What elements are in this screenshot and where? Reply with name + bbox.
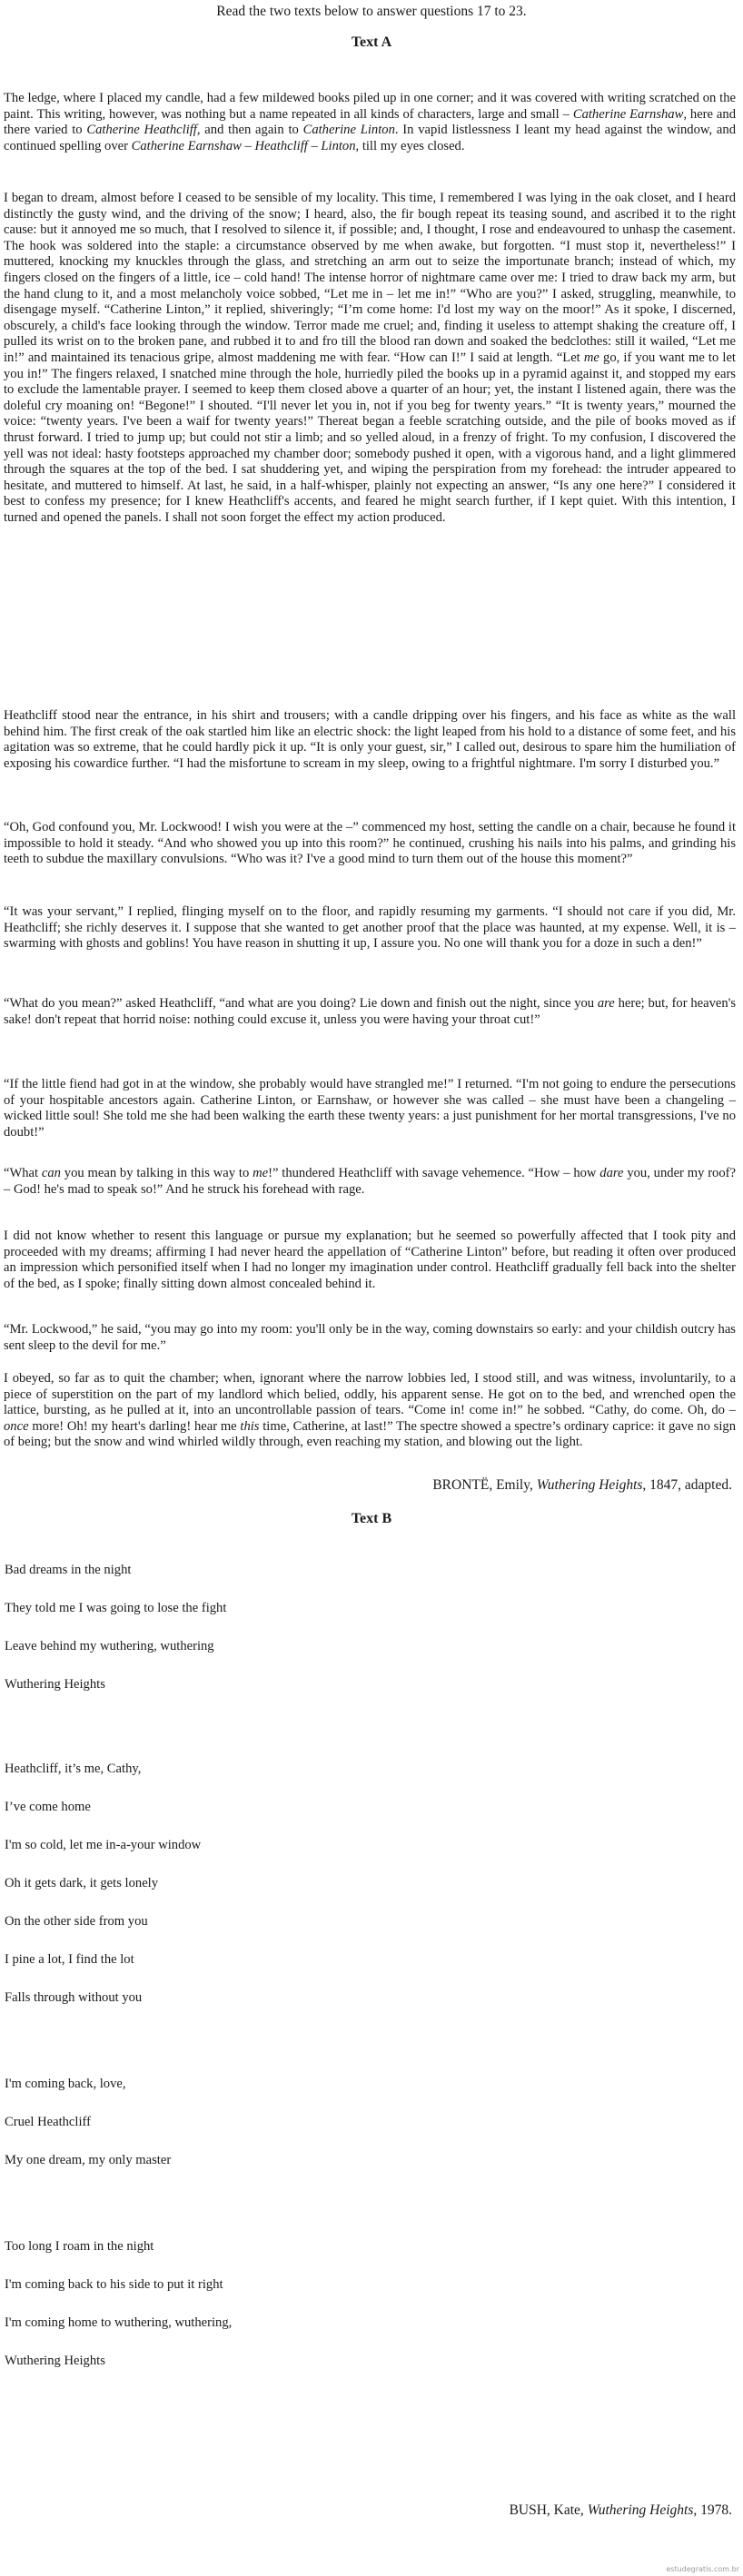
lyric-line: Cruel Heathcliff [5, 2115, 91, 2129]
lyric-line: Leave behind my wuthering, wuthering [5, 1639, 214, 1653]
text-a-paragraph: I did not know whether to resent this language or pursue my explanation; but he seemed so powerfully affected that I took pity and proceeded with my dreams; affirming I had never heard the appellation of “Catherine Linton” before, but reading it often over produced an impression which personified itself when I had no longer my imagination under control. Heathcliff gradually fell back into the shelter of the bed, as I spoke; finally sitting down almost concealed behind it. [4, 1229, 736, 1291]
lyric-line: Heathcliff, it’s me, Cathy, [5, 1762, 142, 1776]
lyric-line: I’ve come home [5, 1800, 91, 1814]
text-a-paragraph: “Mr. Lockwood,” he said, “you may go into my room: you'll only be in the way, coming downstairs so early: and your childish outcry has sent sleep to the devil for me.” [4, 1322, 736, 1353]
text-a-paragraph: “What do you mean?” asked Heathcliff, “and what are you doing? Lie down and finish out the night, since you are here; but, for heaven's sake! don't repeat that horrid noise: nothing could excuse it, unless you were having your throat cut!” [4, 996, 736, 1027]
lyric-line: Falls through without you [5, 1990, 143, 2005]
lyric-line: I'm so cold, let me in-a-your window [5, 1838, 202, 1852]
lyric-line: Too long I roam in the night [5, 2239, 154, 2254]
lyric-line: My one dream, my only master [5, 2153, 172, 2167]
watermark: estudegratis.com.br [666, 2565, 739, 2573]
text-a-paragraph: Heathcliff stood near the entrance, in his shirt and trousers; with a candle dripping over his fingers, and his face as white as the wall behind him. The first creak of the oak startled him like an electric shock: the light leaped from his hold to a distance of some feet, and his agitation was so extreme, that he could hardly pick it up. “It is only your guest, sir,” I called out, desirous to spare him the humiliation of exposing his cowardice further. “I had the misfortune to scream in my sleep, owing to a frightful nightmare. I'm sorry I disturbed you.” [4, 708, 736, 771]
lyric-line: Wuthering Heights [5, 1677, 105, 1692]
lyric-line: I pine a lot, I find the lot [5, 1952, 134, 1967]
text-a-citation: BRONTË, Emily, Wuthering Heights, 1847, adapted. [432, 1477, 732, 1493]
lyric-line: I'm coming back to his side to put it right [5, 2277, 223, 2292]
text-a-paragraph: “Oh, God confound you, Mr. Lockwood! I wish you were at the –” commenced my host, setting the candle on a chair, because he found it impossible to hold it steady. “And who showed you up into this room?” he continued, crushing his nails into his palms, and grinding his teeth to subdue the maxillary convulsions. “Who was it? I've a good mind to turn them out of the house this moment?” [4, 820, 736, 867]
lyric-line: I'm coming home to wuthering, wuthering, [5, 2315, 233, 2330]
lyric-line: They told me I was going to lose the fight [5, 1601, 227, 1615]
text-b-title: Text B [351, 1511, 392, 1526]
text-a-paragraph: “If the little fiend had got in at the window, she probably would have strangled me!” I returned. “I'm not going to endure the persecutions of your hospitable ancestors again. Catherine Linton, or Earnshaw, or however she was called – she must have been a changeling – wicked little soul! She told me she had been walking the earth these twenty years: a just punishment for her mortal transgressions, I've no doubt!” [4, 1077, 736, 1140]
lyric-line: Wuthering Heights [5, 2354, 105, 2368]
text-a-paragraph: “It was your servant,” I replied, flinging myself on to the floor, and rapidly resuming my garments. “I should not care if you did, Mr. Heathcliff; she richly deserves it. I suppose that she wanted to get another proof that the place was haunted, at my expense. Well, it is – swarming with ghosts and goblins! You have reason in shutting it up, I assure you. No one will thank you for a doze in such a den!” [4, 904, 736, 952]
lyric-line: On the other side from you [5, 1914, 148, 1929]
instruction: Read the two texts below to answer questions 17 to 23. [216, 4, 527, 19]
lyric-line: I'm coming back, love, [5, 2077, 126, 2091]
text-a-paragraph: The ledge, where I placed my candle, had a few mildewed books piled up in one corner; and it was covered with writing scratched on the paint. This writing, however, was nothing but a name repeated in all kinds of characters, large and small – Catherine Earnshaw, here and there varied to Catherine Heathcliff, and then again to Catherine Linton. In vapid listlessness I leant my head against the window, and continued spelling over Catherine Earnshaw – Heathcliff – Linton, till my eyes closed. [4, 91, 736, 153]
lyric-line: Bad dreams in the night [5, 1563, 132, 1577]
lyric-line: Oh it gets dark, it gets lonely [5, 1876, 159, 1890]
text-a-title: Text A [351, 35, 392, 50]
text-a-paragraph: I began to dream, almost before I ceased to be sensible of my locality. This time, I remembered I was lying in the oak closet, and I heard distinctly the gusty wind, and the driving of the snow; I heard, also, the fir bough repeat its teasing sound, and ascribed it to the right cause: but it annoyed me so much, that I resolved to silence it, if possible; and, I thought, I rose and endeavoured to unhasp the casement. The hook was soldered into the staple: a circumstance observed by me when awake, but forgotten. “I must stop it, nevertheless!” I muttered, knocking my knuckles through the glass, and stretching an arm out to seize the importunate branch; instead of which, my fingers closed on the fingers of a little, ice – cold hand! The intense horror of nightmare came over me: I tried to draw back my arm, but the hand clung to it, and a most melancholy voice sobbed, “Let me in – let me in!” “Who are you?” I asked, struggling, meanwhile, to disengage myself. “Catherine Linton,” it replied, shiveringly; “I’m come home: I'd lost my way on the moor!” As it spoke, I discerned, obscurely, a child's face looking through the window. Terror made me cruel; and, finding it useless to attempt shaking the creature off, I pulled its wrist on to the broken pane, and rubbed it to and fro till the blood ran down and soaked the bedclothes: still it wailed, “Let me in!” and maintained its tenacious gripe, almost maddening me with fear. “How can I!” I said at length. “Let me go, if you want me to let you in!” The fingers relaxed, I snatched mine through the hole, hurriedly piled the books up in a pyramid against it, and stopped my ears to exclude the lamentable prayer. I seemed to keep them closed above a quarter of an hour; yet, the instant I listened again, there was the doleful cry moaning on! “Begone!” I shouted. “I'll never let you in, not if you beg for twenty years.” “It is twenty years,” mourned the voice: “twenty years. I've been a waif for twenty years!” Thereat began a feeble scratching outside, and the pile of books moved as if thrust forward. I tried to jump up; but could not stir a limb; and so yelled aloud, in a frenzy of fright. To my confusion, I discovered the yell was not ideal: hasty footsteps approached my chamber door; somebody pushed it open, with a vigorous hand, and a light glimmered through the squares at the top of the bed. I sat shuddering yet, and wiping the perspiration from my forehead: the intruder appeared to hesitate, and muttered to himself. At last, he said, in a half-whisper, plainly not expecting an answer, “Is any one here?” I considered it best to confess my presence; for I knew Heathcliff's accents, and feared he might search further, if I kept quiet. With this intention, I turned and opened the panels. I shall not soon forget the effect my action produced. [4, 191, 736, 525]
text-b-citation: BUSH, Kate, Wuthering Heights, 1978. [509, 2502, 732, 2518]
text-a-paragraph: “What can you mean by talking in this way to me!” thundered Heathcliff with savage vehemence. “How – how dare you, under my roof? – God! he's mad to speak so!” And he struck his forehead with rage. [4, 1166, 736, 1197]
text-a-paragraph: I obeyed, so far as to quit the chamber; when, ignorant where the narrow lobbies led, I stood still, and was witness, involuntarily, to a piece of superstition on the part of my landlord which belied, oddly, his apparent sense. He got on to the bed, and wrenched open the lattice, bursting, as he pulled at it, into an uncontrollable passion of tears. “Come in! come in!” he sobbed. “Cathy, do come. Oh, do – once more! Oh! my heart's darling! hear me this time, Catherine, at last!” The spectre showed a spectre’s ordinary caprice: it gave no sign of being; but the snow and wind whirled wildly through, even reaching my station, and blowing out the light. [4, 1371, 736, 1450]
